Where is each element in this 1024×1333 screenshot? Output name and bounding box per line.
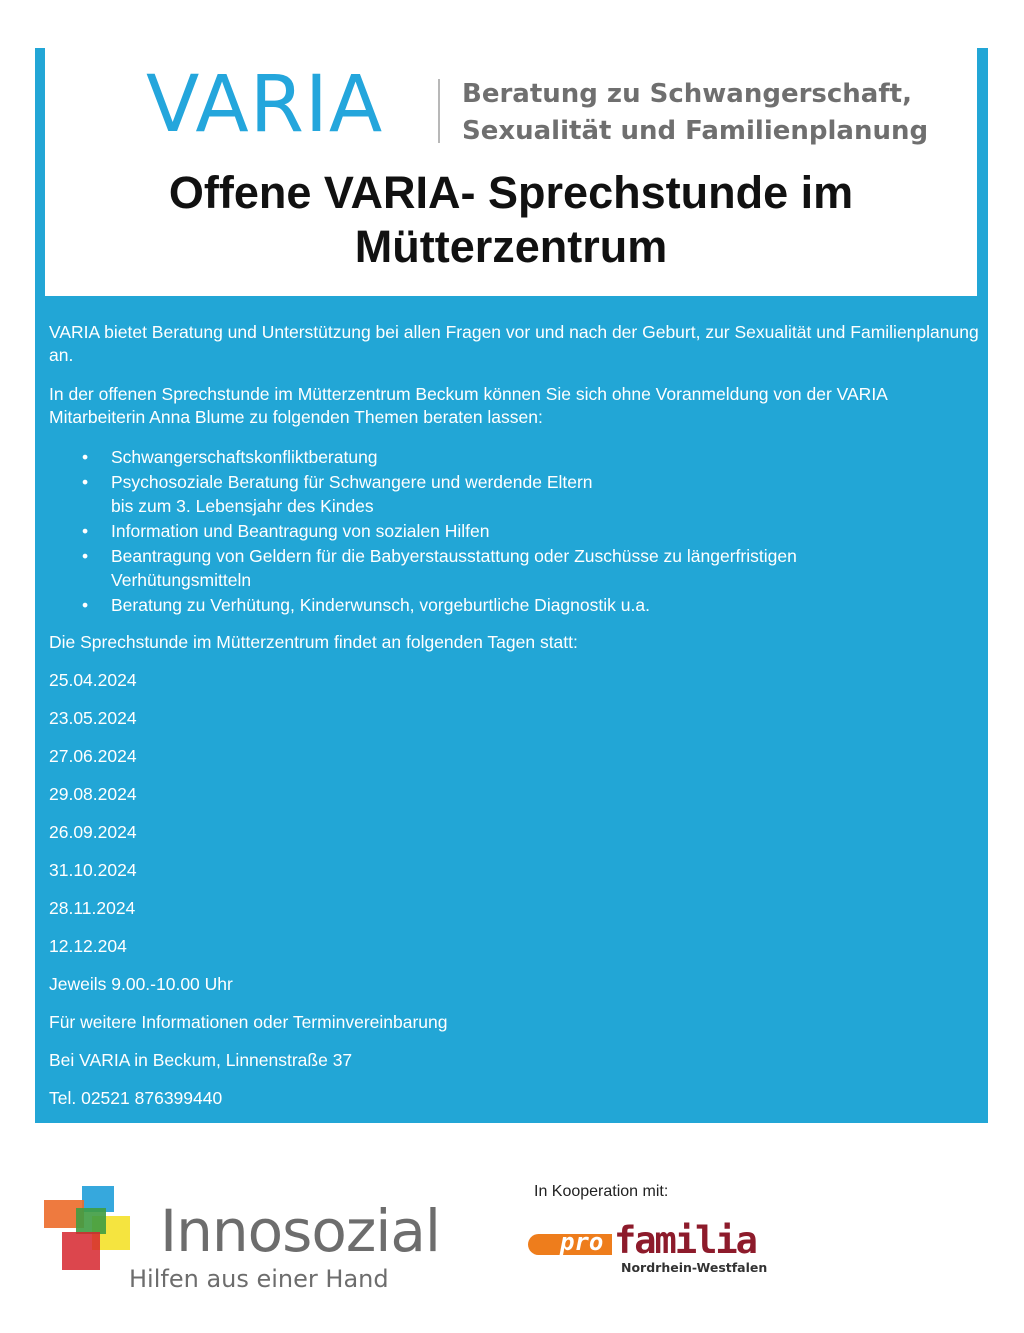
topic-item [49, 593, 979, 617]
varia-logo: VARIA [146, 60, 384, 150]
topic-text-continued: bis zum 3. Lebensjahr des Kindes [111, 496, 374, 516]
topic-text: Beantragung von Geldern für die Babyerstausstattung oder Zuschüsse zu längerfristigen [111, 546, 797, 566]
topic-item [49, 519, 979, 543]
date-item: 28.11.2024 [49, 898, 136, 918]
date-item: 27.06.2024 [49, 746, 137, 766]
topic-list [49, 445, 979, 617]
bullet-icon: • [82, 472, 89, 492]
time-info: Jeweils 9.00.-10.00 Uhr [49, 974, 233, 994]
bullet-icon: • [82, 521, 89, 541]
page-title [45, 166, 977, 274]
profamilia-pro: pro [560, 1228, 604, 1256]
date-item: 25.04.2024 [49, 670, 137, 690]
bullet-icon: • [82, 447, 89, 467]
date-item: 12.12.204 [49, 936, 127, 956]
topic-item [49, 470, 979, 518]
bullet-icon: • [82, 595, 89, 615]
topic-text: Schwangerschaftskonfliktberatung [111, 447, 378, 467]
title-line-2: Mütterzentrum [354, 221, 668, 272]
innosozial-name: Innosozial [160, 1197, 441, 1265]
topic-text: Beratung zu Verhütung, Kinderwunsch, vorgeburtliche Diagnostik u.a. [111, 595, 650, 615]
profamilia-region: Nordrhein-Westfalen [621, 1260, 768, 1275]
tagline-line-2: Sexualität und Familienplanung [462, 116, 929, 146]
varia-tagline [462, 76, 928, 150]
phone-text: Tel. 02521 876399440 [49, 1088, 223, 1108]
dates-intro: Die Sprechstunde im Mütterzentrum findet an folgenden Tagen statt: [49, 632, 578, 652]
address-text: Bei VARIA in Beckum, Linnenstraße 37 [49, 1050, 353, 1070]
intro-paragraph-2: In der offenen Sprechstunde im Mütterzentrum Beckum können Sie sich ohne Voranmeldung von der VARIA Mitarbeiterin Anna Blume zu folgenden Themen beraten lassen: [49, 384, 887, 427]
bullet-icon: • [82, 546, 89, 566]
topic-text-continued: Verhütungsmitteln [111, 570, 252, 590]
profamilia-name: familia [614, 1219, 756, 1262]
tagline-line-1: Beratung zu Schwangerschaft, [462, 79, 912, 109]
topic-item [49, 445, 979, 469]
logo-divider [438, 79, 440, 143]
more-info-text: Für weitere Informationen oder Terminvereinbarung [49, 1012, 448, 1032]
topic-text: Information und Beantragung von sozialen Hilfen [111, 521, 490, 541]
intro-paragraph-1: VARIA bietet Beratung und Unterstützung bei allen Fragen vor und nach der Geburt, zur Sexualität und Familienplanung an. [49, 322, 979, 365]
innosozial-slogan: Hilfen aus einer Hand [129, 1265, 389, 1293]
title-line-1: Offene VARIA- Sprechstunde im [168, 167, 854, 218]
date-item: 29.08.2024 [49, 784, 137, 804]
topic-text: Psychosoziale Beratung für Schwangere und werdende Eltern [111, 472, 593, 492]
date-item: 31.10.2024 [49, 860, 137, 880]
topic-item [49, 544, 979, 592]
main-content [49, 321, 979, 1110]
date-item: 26.09.2024 [49, 822, 137, 842]
date-item: 23.05.2024 [49, 708, 137, 728]
cooperation-label: In Kooperation mit: [534, 1183, 669, 1200]
